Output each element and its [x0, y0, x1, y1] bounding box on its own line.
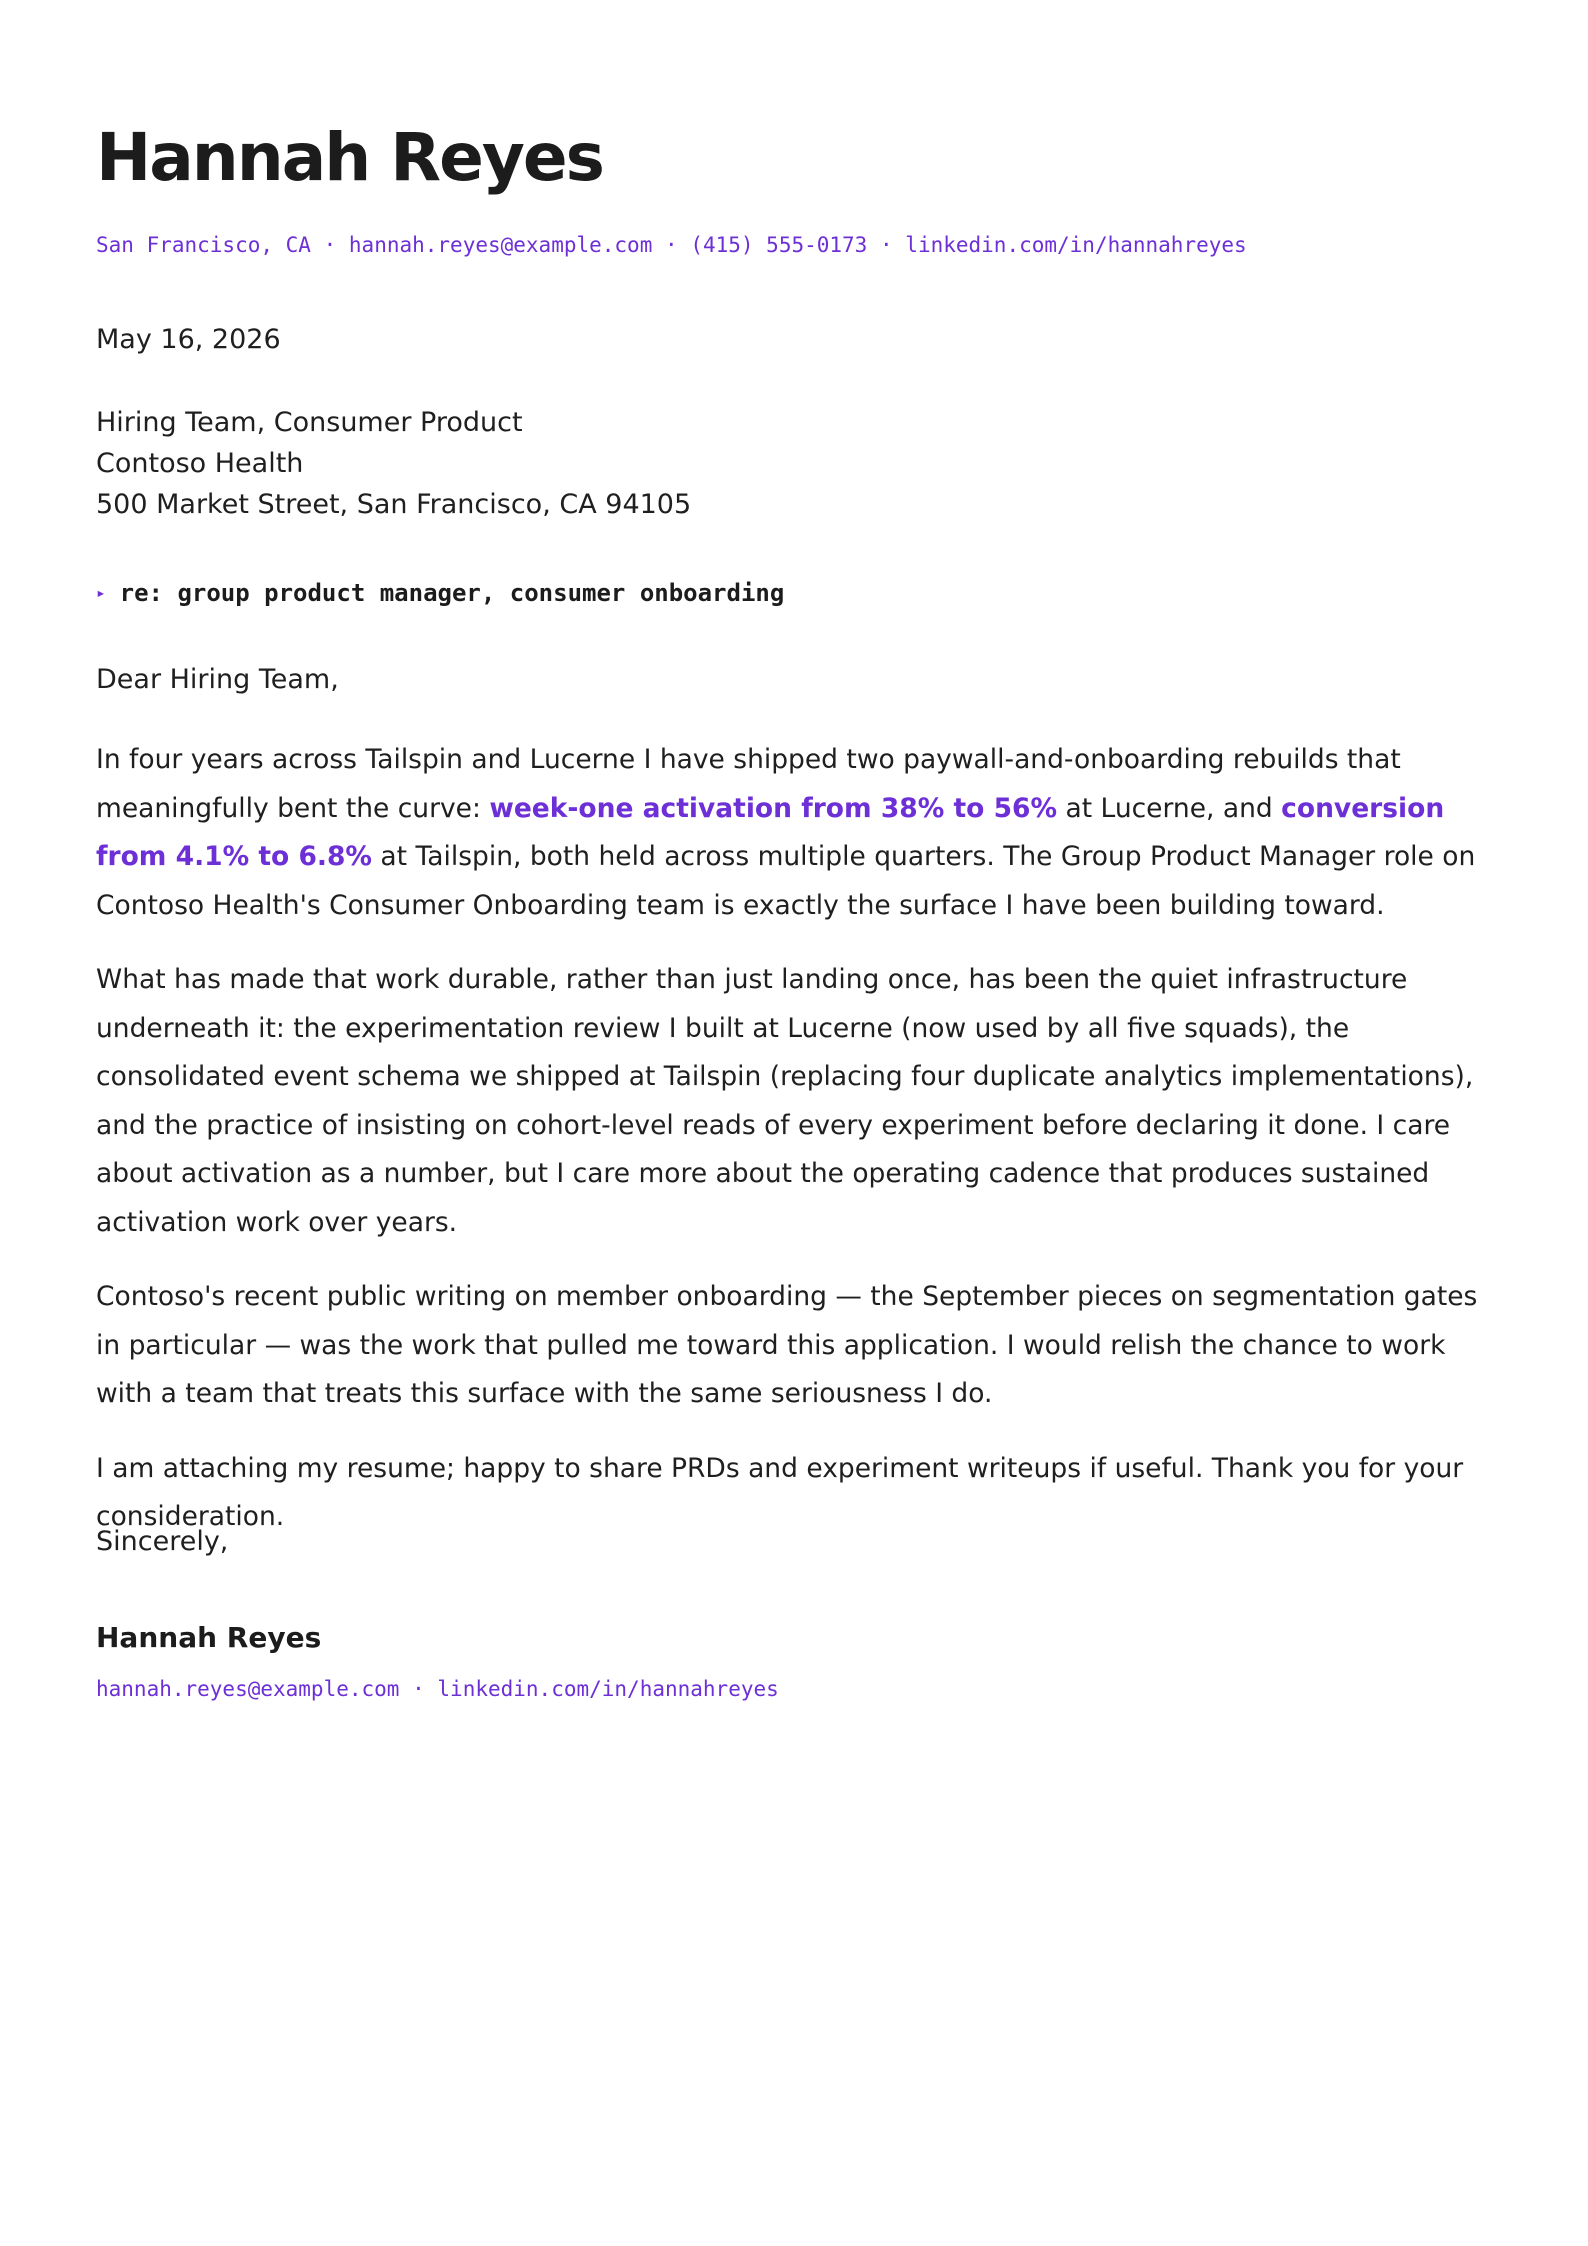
contact-separator: ·: [879, 233, 893, 257]
highlight-conversion-metric: conversion from 4.1% to 6.8%: [96, 792, 1445, 872]
contact-location: San Francisco, CA: [96, 233, 311, 257]
author-name: Hannah Reyes: [96, 119, 603, 196]
letter-body: [96, 736, 1506, 1568]
contact-separator: ·: [323, 233, 337, 257]
closing: Sincerely,: [96, 1526, 229, 1557]
body-paragraph-2: What has made that work durable, rather than just landing once, has been the quiet infrastructure underneath it: the experimentation review I built at Lucerne (now used by all five squads), the consolidated event schema we shipped at Tailspin (replacing four duplicate analytics implementations), and the practice of insisting on cohort-level reads of every experiment before declaring it done. I care about activation as a number, but I care more about the operating cadence that produces sustained activation work over years.: [96, 964, 1474, 1238]
signature-contact-line: [96, 1674, 779, 1704]
signature-linkedin-link[interactable]: linkedin.com/in/hannahreyes: [437, 1677, 779, 1701]
signature-separator: ·: [412, 1677, 425, 1701]
letter-date: May 16, 2026: [96, 324, 281, 355]
paragraph-text: In four years across Tailspin and Lucerne I have shipped two paywall-and-onboarding rebuilds that meaningfully bent the curve:: [96, 744, 1401, 824]
recipient-line-company: Contoso Health: [96, 448, 304, 479]
contact-linkedin-link[interactable]: linkedin.com/in/hannahreyes: [905, 233, 1247, 257]
signature-name: Hannah Reyes: [96, 1621, 322, 1654]
recipient-line-team: Hiring Team, Consumer Product: [96, 407, 523, 438]
highlight-activation-metric: week-one activation from 38% to 56%: [489, 792, 1058, 824]
body-paragraph-4: I am attaching my resume; happy to share PRDs and experiment writeups if useful. Thank you for your consideration.: [96, 1452, 1464, 1532]
contact-phone-link[interactable]: (415) 555-0173: [690, 233, 868, 257]
subject-text: re: group product manager, consumer onboarding: [119, 579, 785, 607]
paragraph-text: at Lucerne, and: [1057, 792, 1282, 824]
recipient-line-street: 500 Market Street, San Francisco, CA 94105: [96, 489, 692, 520]
body-paragraph-3: Contoso's recent public writing on member onboarding — the September pieces on segmentation gates in particular — was the work that pulled me toward this application. I would relish the chance to work with a team that treats this surface with the same seriousness I do.: [96, 1281, 1478, 1409]
subject-line: [96, 576, 784, 613]
paragraph-text: at Tailspin, both held across multiple quarters. The Group Product Manager role on Contoso Health's Consumer Onboarding team is exactly the surface I have been building toward.: [96, 841, 1476, 921]
recipient-address: [96, 402, 691, 525]
contact-email-link[interactable]: hannah.reyes@example.com: [348, 233, 653, 257]
body-paragraph-1: [96, 736, 1506, 930]
triangle-bullet-icon: ▸: [96, 583, 106, 602]
contact-separator: ·: [665, 233, 678, 257]
contact-line: [96, 230, 1247, 260]
salutation: Dear Hiring Team,: [96, 664, 339, 695]
signature-email-link[interactable]: hannah.reyes@example.com: [96, 1677, 400, 1701]
